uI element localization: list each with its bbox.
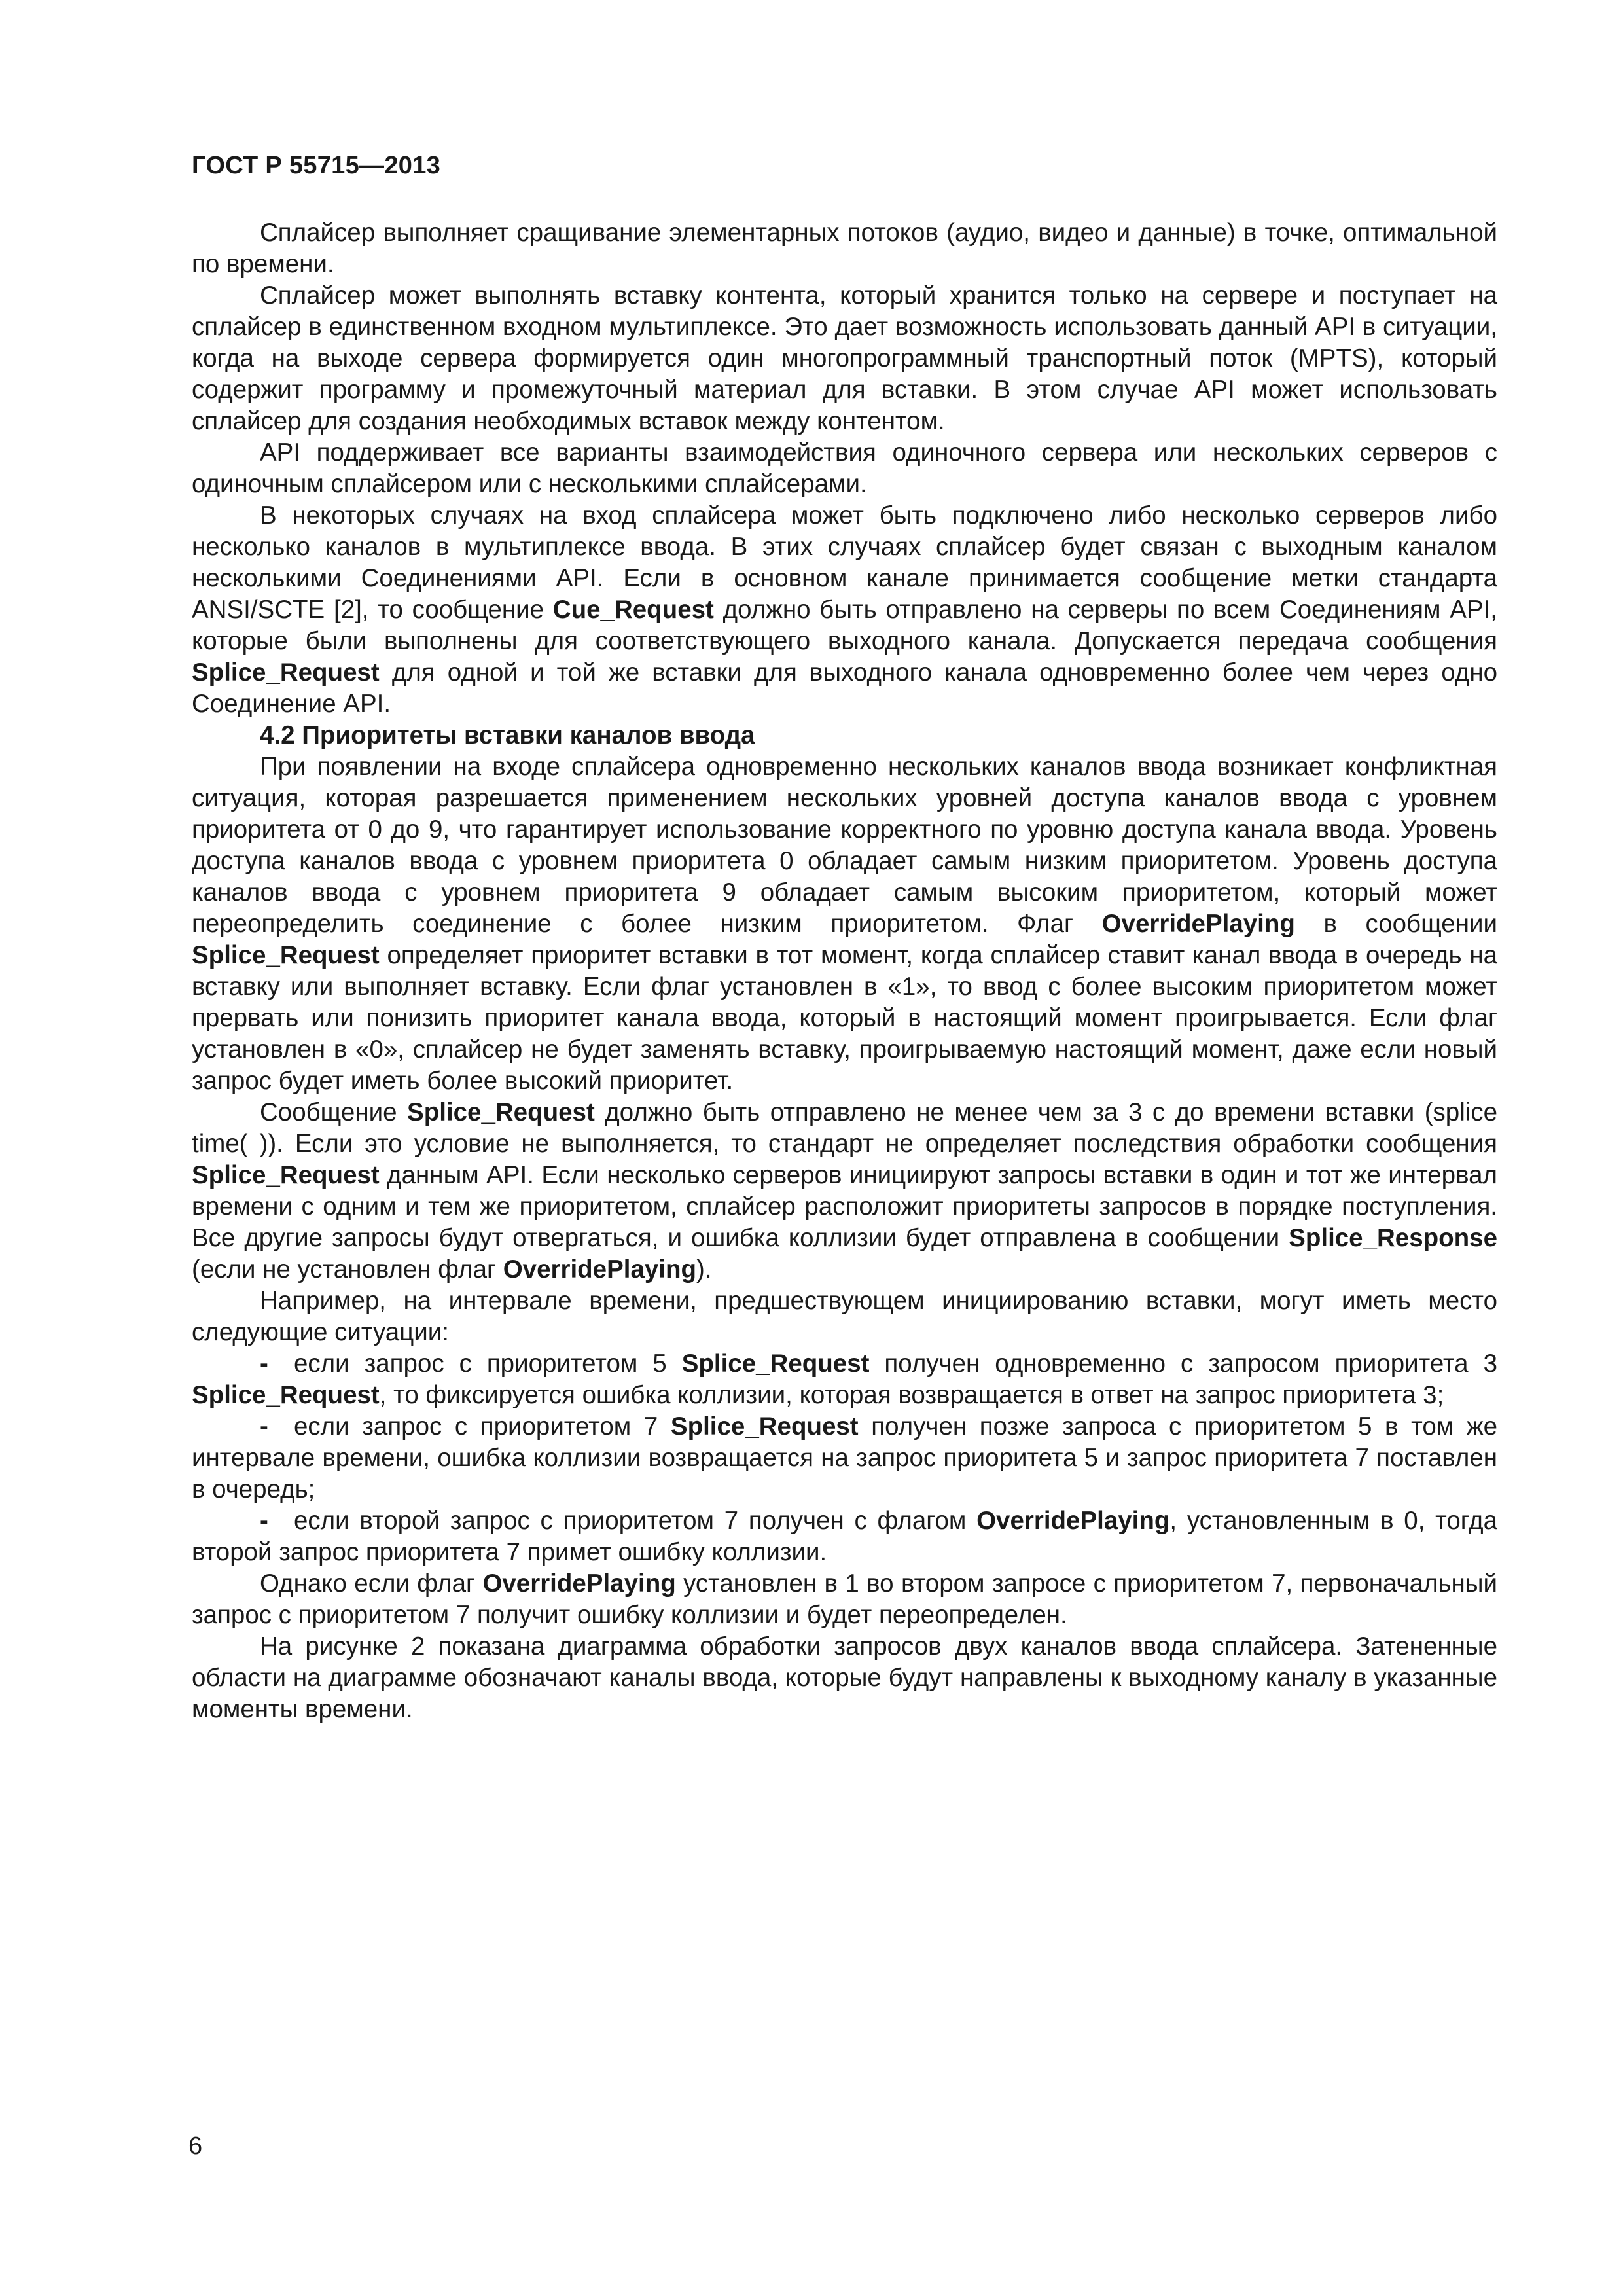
list-dash: - — [260, 1507, 268, 1535]
term-splice-request: Splice_Request — [192, 1381, 380, 1409]
paragraph-text: в сообщении — [1294, 910, 1497, 938]
paragraph-text: установлен в 1 во втором запросе с приоритетом 7, первоначальный запрос с приоритетом 7 получит ошибку коллизии и будет переопределен. — [192, 1570, 1497, 1629]
paragraph-splicer-merging — [192, 217, 1497, 280]
paragraph-text: , установленным в 0, тогда второй запрос приоритета 7 примет ошибку коллизии. — [192, 1507, 1497, 1566]
term-cue-request: Cue_Request — [552, 596, 714, 624]
paragraph-text: Сообщение — [260, 1098, 408, 1126]
paragraph-text: должно быть отправлено не менее чем за 3 с до времени вставки (splice time( )). Если это условие не выполняется, то стандарт не определяет последствия обработки сообщения — [192, 1098, 1497, 1158]
paragraph-text: На рисунке 2 показана диаграмма обработки запросов двух каналов ввода сплайсера. Затененные области на диаграмме обозначают каналы ввода, которые будут направлены к выходному каналу в указанные моменты времени. — [192, 1632, 1497, 1723]
paragraph-api-support — [192, 437, 1497, 500]
paragraph-text: В некоторых случаях на вход сплайсера может быть подключено либо несколько серверов либо несколько каналов в мультиплексе ввода. В этих случаях сплайсер будет связан с выходным каналом несколькими Соединениями API. Если в основном канале принимается сообщение метки стандарта ANSI/SCTE [2], то сообщение — [192, 501, 1497, 624]
document-body — [192, 217, 1497, 1725]
list-item — [192, 1348, 1497, 1411]
paragraph-text: должно быть отправлено на серверы по всем Соединениям API, которые были выполнены для соответствующего выходного канала. Допускается передача сообщения — [192, 596, 1497, 655]
paragraph-text: API поддерживает все варианты взаимодействия одиночного сервера или нескольких серверов с одиночным сплайсером или с несколькими сплайсерами. — [192, 439, 1497, 498]
document-header: ГОСТ Р 55715—2013 — [192, 152, 441, 179]
term-splice-request: Splice_Request — [681, 1350, 870, 1378]
paragraph-text: Однако если флаг — [260, 1570, 483, 1598]
paragraph-splice-request-timing — [192, 1097, 1497, 1285]
term-splice-request: Splice_Request — [670, 1412, 859, 1441]
paragraph-text: данным API. Если несколько серверов инициируют запросы вставки в один и тот же интервал времени с одним и тем же приоритетом, сплайсер расположит приоритеты запросов в порядке поступления. Все другие запросы будут отвергаться, и ошибка коллизии будет отправлена в сообщении — [192, 1161, 1497, 1252]
page-number: 6 — [188, 2132, 203, 2160]
term-splice-request: Splice_Request — [192, 658, 380, 687]
paragraph-multiple-connections — [192, 500, 1497, 720]
term-splice-request: Splice_Request — [192, 941, 380, 969]
term-override-playing: OverridePlaying — [503, 1255, 697, 1283]
term-override-playing: OverridePlaying — [482, 1570, 676, 1598]
paragraph-text: определяет приоритет вставки в тот момент, когда сплайсер ставит канал ввода в очередь на вставку или выполняет вставку. Если флаг установлен в «1», то ввод с более высоким приоритетом может прервать или понизить приоритет канала ввода, который в настоящий момент проигрывается. Если флаг установлен в «0», сплайсер не будет заменять вставку, проигрываемую настоящий момент, даже если новый запрос будет иметь более высокий приоритет. — [192, 941, 1497, 1095]
paragraph-text: для одной и той же вставки для выходного канала одновременно более чем через одно Соединение API. — [192, 658, 1497, 718]
paragraph-text: ). — [696, 1255, 712, 1283]
list-item — [192, 1411, 1497, 1505]
paragraph-text: если запрос с приоритетом 7 — [294, 1412, 671, 1441]
paragraph-override-set — [192, 1568, 1497, 1631]
list-dash: - — [260, 1412, 268, 1441]
paragraph-text: Сплайсер может выполнять вставку контента, который хранится только на сервере и поступает на сплайсер в единственном входном мультиплексе. Это дает возможность использовать данный API в ситуации, когда на выходе сервера формируется один многопрограммный транспортный поток (MPTS), который содержит программу и промежуточный материал для вставки. В этом случае API может использовать сплайсер для создания необходимых вставок между контентом. — [192, 281, 1497, 435]
term-splice-request: Splice_Request — [192, 1161, 380, 1189]
paragraph-example-intro — [192, 1285, 1497, 1348]
term-splice-request: Splice_Request — [407, 1098, 595, 1126]
paragraph-text: получен позже запроса с приоритетом 5 в том же интервале времени, ошибка коллизии возвращается на запрос приоритета 5 и запрос приоритета 7 поставлен в очередь; — [192, 1412, 1498, 1503]
paragraph-text: (если не установлен флаг — [192, 1255, 503, 1283]
list-dash: - — [260, 1350, 268, 1378]
paragraph-text: получен одновременно с запросом приоритета 3 — [869, 1350, 1497, 1378]
term-splice-response: Splice_Response — [1289, 1224, 1497, 1252]
paragraph-text: Сплайсер выполняет сращивание элементарных потоков (аудио, видео и данные) в точке, оптимальной по времени. — [192, 219, 1497, 278]
paragraph-figure-reference — [192, 1631, 1497, 1725]
term-override-playing: OverridePlaying — [1101, 910, 1295, 938]
paragraph-text: Например, на интервале времени, предшествующем инициированию вставки, могут иметь место следующие ситуации: — [192, 1287, 1497, 1346]
paragraph-priority-levels — [192, 751, 1497, 1097]
section-title: 4.2 Приоритеты вставки каналов ввода — [260, 721, 755, 749]
paragraph-text: если запрос с приоритетом 5 — [294, 1350, 682, 1378]
term-override-playing: OverridePlaying — [976, 1507, 1170, 1535]
paragraph-text: При появлении на входе сплайсера одновременно нескольких каналов ввода возникает конфликтная ситуация, которая разрешается применением нескольких уровней доступа каналов ввода с уровнем приоритета от 0 до 9, что гарантирует использование корректного по уровню доступа канала ввода. Уровень доступа каналов ввода с уровнем приоритета 0 обладает самым низким приоритетом. Уровень доступа каналов ввода с уровнем приоритета 9 обладает самым высоким приоритетом, который может переопределить соединение с более низким приоритетом. Флаг — [192, 753, 1497, 938]
paragraph-text: , то фиксируется ошибка коллизии, которая возвращается в ответ на запрос приоритета 3; — [379, 1381, 1444, 1409]
paragraph-text: если второй запрос с приоритетом 7 получен с флагом — [294, 1507, 977, 1535]
paragraph-splicer-insertion — [192, 280, 1497, 437]
list-item — [192, 1505, 1497, 1568]
